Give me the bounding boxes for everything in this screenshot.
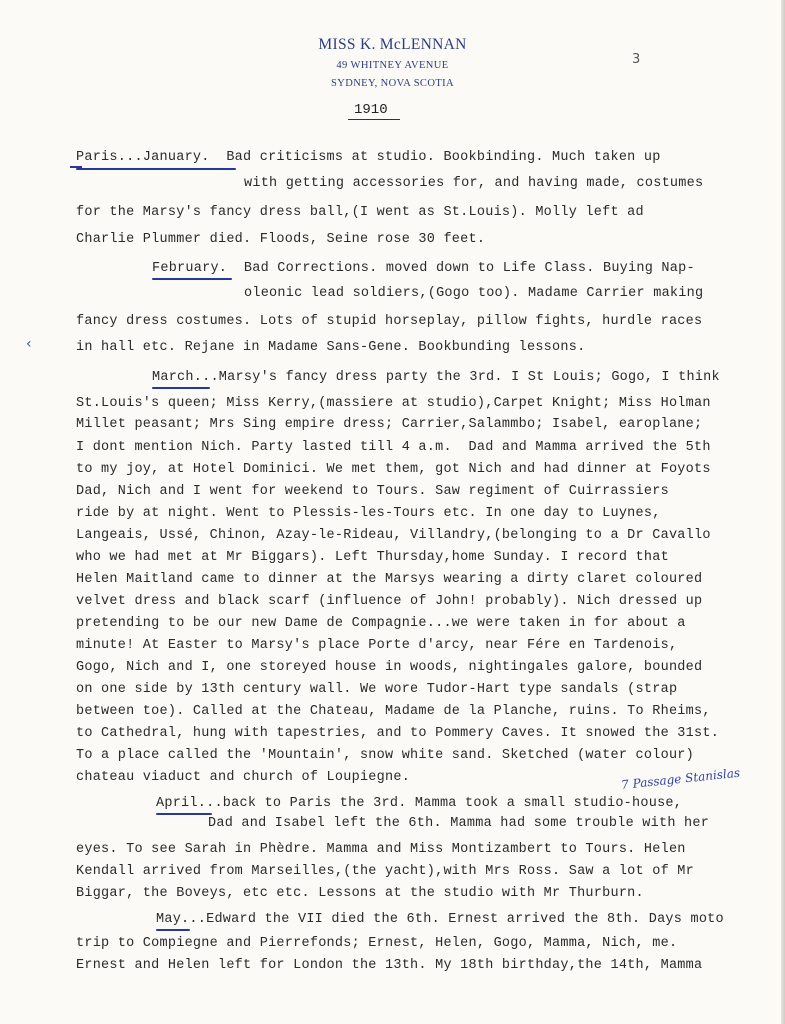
text-line: to Cathedral, hung with tapestries, and to Pommery Caves. It snowed the 31st. [76, 726, 720, 741]
handwritten-annotation: 7 Passage Stanislas [620, 765, 741, 792]
text-line: May...Edward the VII died the 6th. Ernest arrived the 8th. Days moto [156, 912, 724, 927]
year-underline [348, 119, 400, 120]
text-line: with getting accessories for, and having made, costumes [244, 176, 704, 191]
pen-underline-march [152, 387, 210, 389]
letterhead-address: 49 WHITNEY AVENUE [336, 60, 449, 71]
text-line: who we had met at Mr Biggars). Left Thursday,home Sunday. I record that [76, 550, 669, 565]
pen-underline-april [156, 813, 212, 815]
text-line: fancy dress costumes. Lots of stupid horseplay, pillow fights, hurdle races [76, 314, 703, 329]
text-line: between toe). Called at the Chateau, Madame de la Planche, ruins. To Rheims, [76, 704, 711, 719]
text-line: ride by at night. Went to Plessis-les-Tours etc. In one day to Luynes, [76, 506, 661, 521]
text-line: Kendall arrived from Marseilles,(the yacht),with Mrs Ross. Saw a lot of Mr [76, 864, 694, 879]
page-number: 3 [632, 52, 641, 67]
text-line: Paris...January. Bad criticisms at studio. Bookbinding. Much taken up [76, 150, 661, 165]
text-line: Millet peasant; Mrs Sing empire dress; Carrier,Salammbo; Isabel, earoplane; [76, 417, 703, 432]
pen-underline-january [76, 168, 236, 170]
text-line: in hall etc. Rejane in Madame Sans-Gene. Bookbunding lessons. [76, 340, 586, 355]
text-line: February. Bad Corrections. moved down to Life Class. Buying Nap- [152, 261, 695, 276]
text-line: Gogo, Nich and I, one storeyed house in woods, nightingales galore, bounded [76, 660, 703, 675]
text-line: eyes. To see Sarah in Phèdre. Mamma and Miss Montizambert to Tours. Helen [76, 842, 686, 857]
text-line: pretending to be our new Dame de Compagnie...we were taken in for about a [76, 616, 686, 631]
text-line: Helen Maitland came to dinner at the Marsys wearing a dirty claret coloured [76, 572, 703, 587]
text-line: Dad and Isabel left the 6th. Mamma had some trouble with her [208, 816, 710, 831]
text-line: velvet dress and black scarf (influence of John! probably). Nich dressed up [76, 594, 703, 609]
text-line: Biggar, the Boveys, etc etc. Lessons at the studio with Mr Thurburn. [76, 886, 644, 901]
text-line: oleonic lead soldiers,(Gogo too). Madame Carrier making [244, 286, 704, 301]
pen-underline-february [152, 278, 232, 280]
text-line: Ernest and Helen left for London the 13th. My 18th birthday,the 14th, Mamma [76, 958, 703, 973]
text-line: April...back to Paris the 3rd. Mamma took a small studio-house, [156, 796, 683, 811]
text-line: Dad, Nich and I went for weekend to Tours. Saw regiment of Cuirrassiers [76, 484, 669, 499]
text-line: to my joy, at Hotel Dominici. We met them, got Nich and had dinner at Foyots [76, 462, 711, 477]
text-line: minute! At Easter to Marsy's place Porte d'arcy, near Fére en Tardenois, [76, 638, 678, 653]
text-line: for the Marsy's fancy dress ball,(I went as St.Louis). Molly left ad [76, 205, 644, 220]
year-heading: 1910 [354, 102, 388, 118]
letterhead-name: MISS K. McLENNAN [318, 36, 467, 53]
text-line: I dont mention Nich. Party lasted till 4 a.m. Dad and Mamma arrived the 5th [76, 440, 711, 455]
text-line: trip to Compiegne and Pierrefonds; Ernest, Helen, Gogo, Mamma, Nich, me. [76, 936, 678, 951]
page-edge [781, 0, 785, 1024]
margin-pen-mark: ‹ [26, 336, 32, 352]
text-line: Langeais, Ussé, Chinon, Azay-le-Rideau, Villandry,(belonging to a Dr Cavallo [76, 528, 711, 543]
text-line: March...Marsy's fancy dress party the 3rd. I St Louis; Gogo, I think [152, 370, 720, 385]
text-line: on one side by 13th century wall. We wore Tudor-Hart type sandals (strap [76, 682, 678, 697]
pen-underline-may [156, 929, 190, 931]
letterhead-city: SYDNEY, NOVA SCOTIA [330, 78, 455, 89]
text-line: Charlie Plummer died. Floods, Seine rose 30 feet. [76, 232, 486, 247]
text-line: chateau viaduct and church of Loupiegne. [76, 770, 411, 785]
text-line: To a place called the 'Mountain', snow white sand. Sketched (water colour) [76, 748, 694, 763]
text-line: St.Louis's queen; Miss Kerry,(massiere at studio),Carpet Knight; Miss Holman [76, 396, 711, 411]
